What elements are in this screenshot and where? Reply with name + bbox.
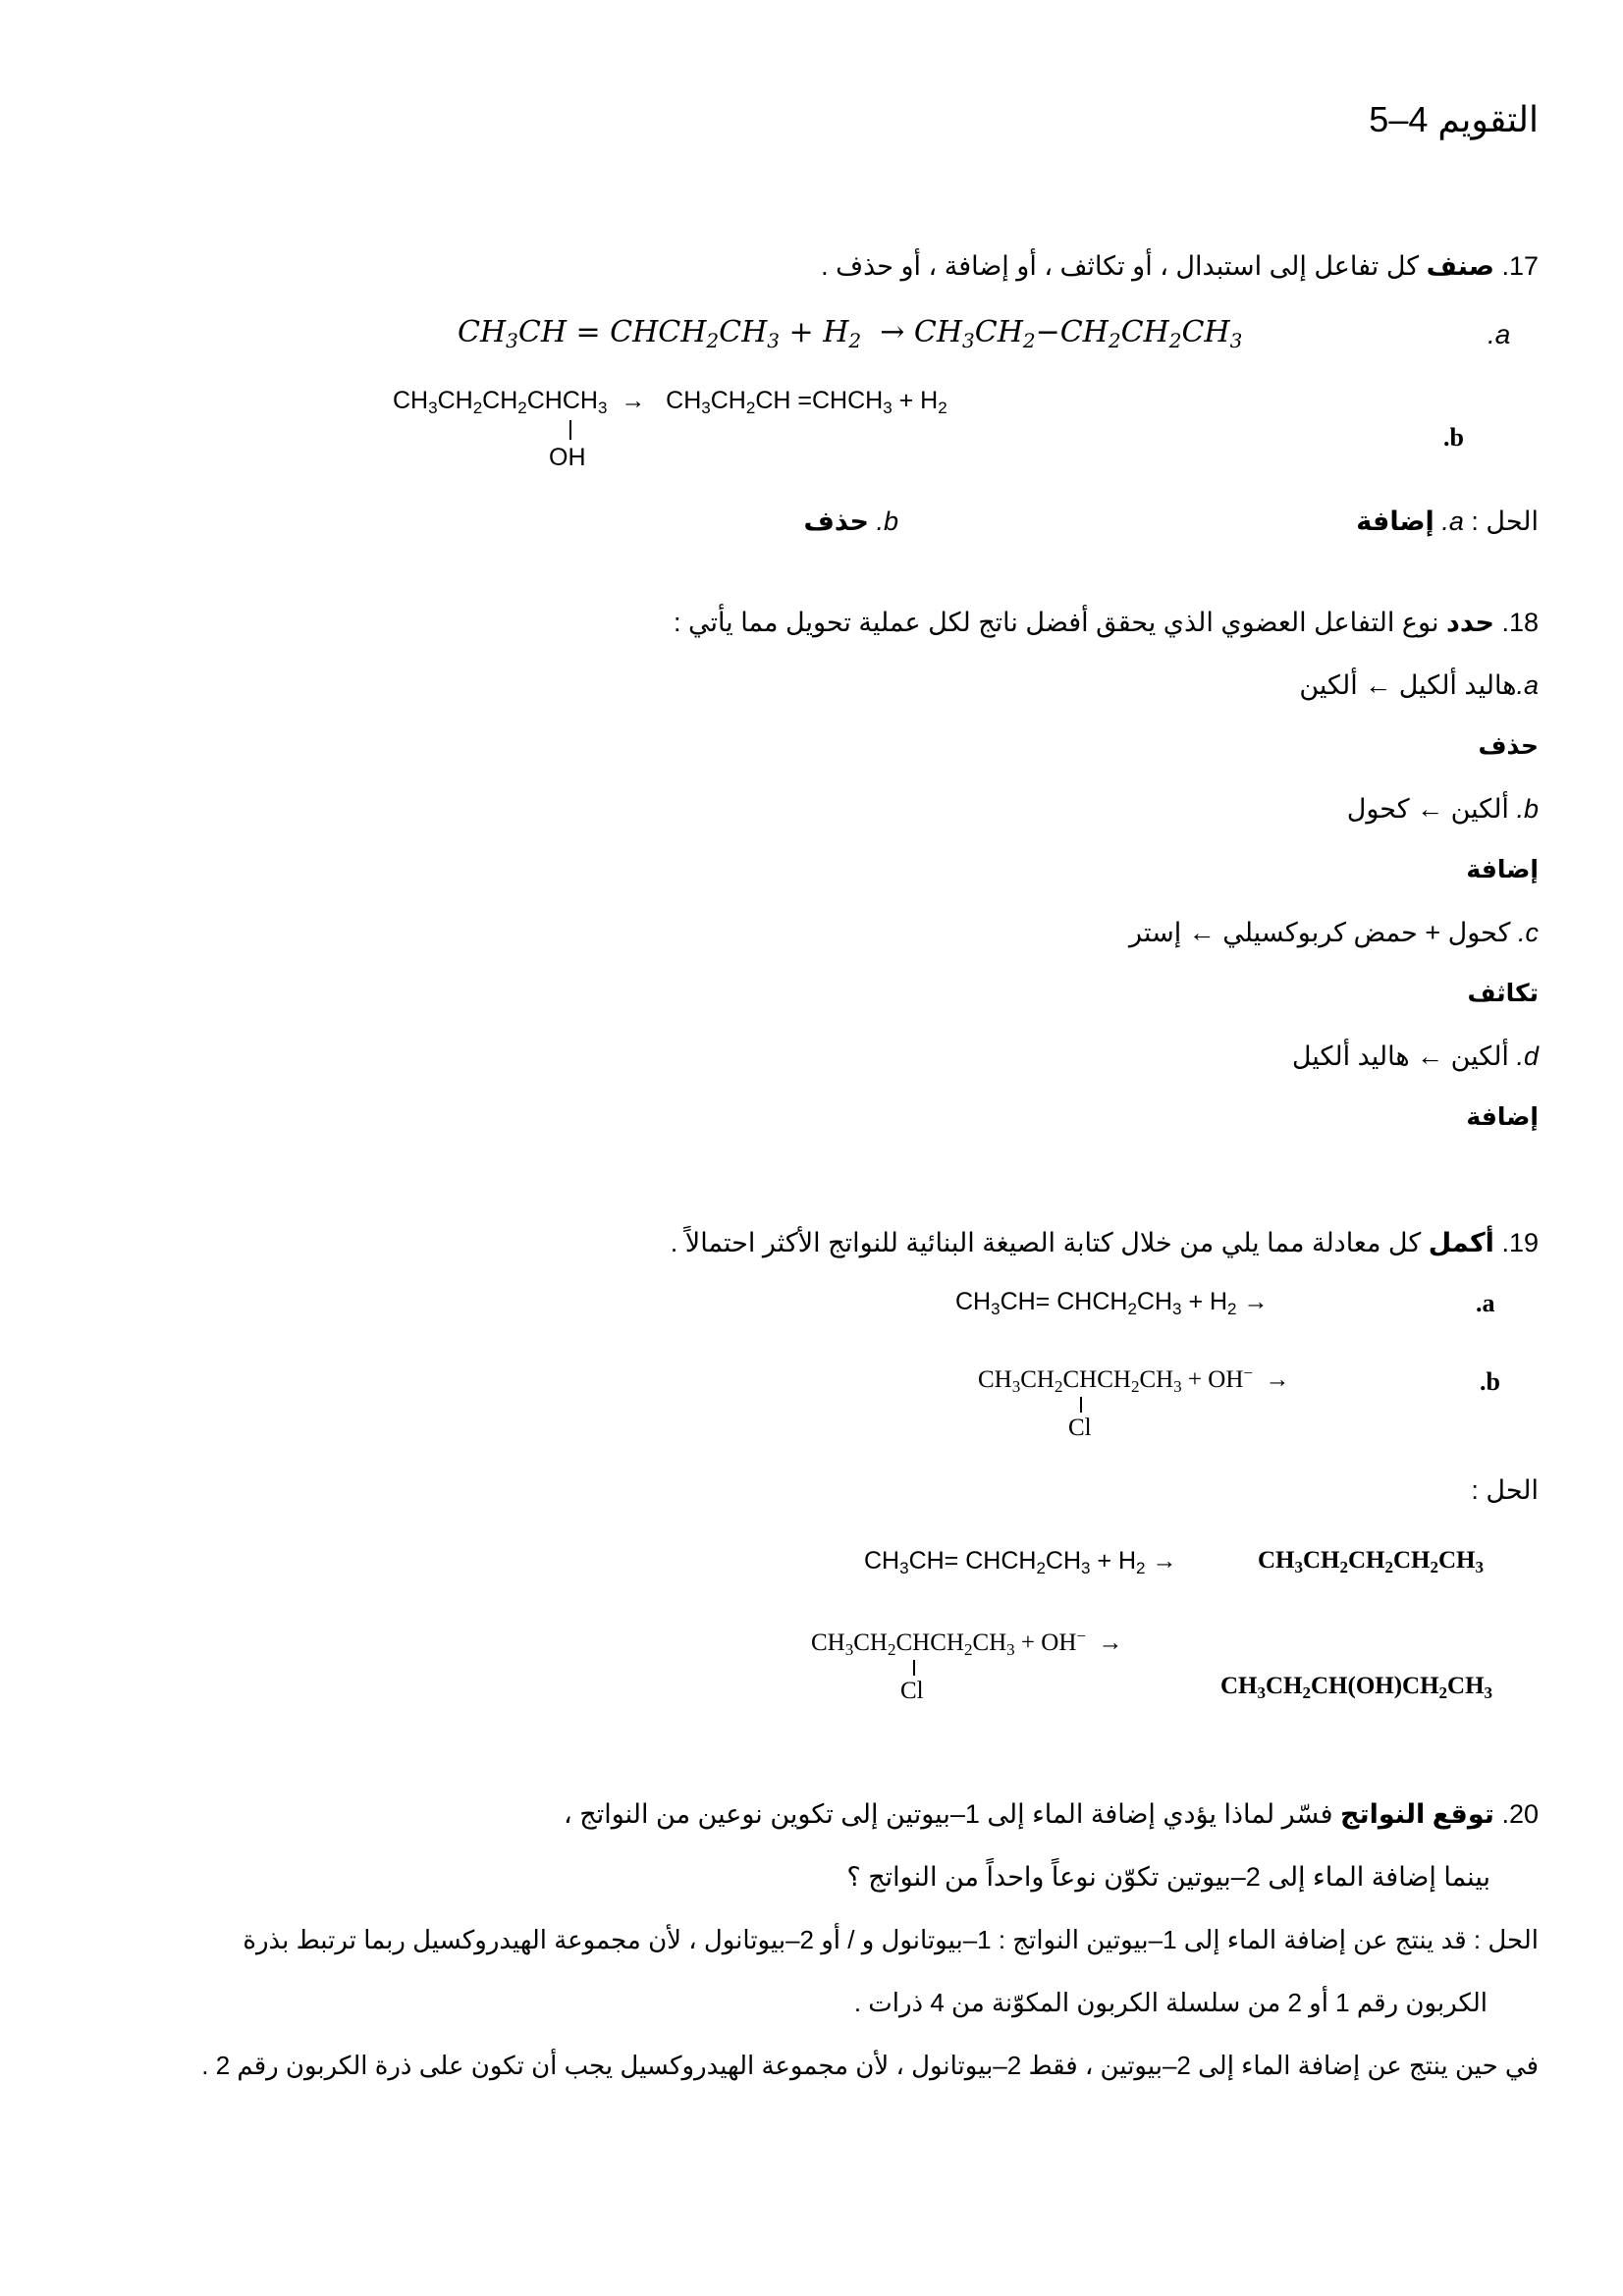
q18-keyword: حدد [1446, 608, 1494, 637]
q18-item-c-answer: تكاثف [1467, 980, 1539, 1007]
q17-answer [1356, 504, 1539, 539]
q19-keyword: أكمل [1428, 1228, 1494, 1257]
q19-number: 19. [1501, 1228, 1539, 1257]
q19-text: كل معادلة مما يلي من خلال كتابة الصيغة البنائية للنواتج الأكثر احتمالاً . [670, 1228, 1422, 1257]
q19-b-equation: $CH_3CH_2CHCH_2CH_3 + OH^-$ → [978, 1363, 1290, 1396]
q18-item-d-label: d. [1516, 1041, 1539, 1071]
q20-prompt [564, 1796, 1539, 1832]
q18-item-a-answer: حذف [1478, 732, 1539, 760]
q20-answer-line3: في حين ينتج عن إضافة الماء إلى 2–بيوتين ، فقط 2–بيوتانول ، لأن مجموعة الهيدروكسيل يجب أن تكون على ذرة الكربون رقم 2 . [201, 2051, 1539, 2080]
q18-item-a-label: a. [1516, 670, 1539, 700]
q19-a-equation: $CH_3CH=$ $CHCH_2CH_3 + H_2$ → [955, 1288, 1269, 1318]
q19-ans-a-equation: $CH_3CH=$ $CHCH_2CH_3 + H_2$ → [864, 1547, 1177, 1577]
q18-text: نوع التفاعل العضوي الذي يحقق أفضل ناتج لكل عملية تحويل مما يأتي : [673, 608, 1439, 637]
q18-item-c-text: كحول + حمض كربوكسيلي ← إستر [1129, 918, 1511, 947]
q20-answer-line2: الكربون رقم 1 أو 2 من سلسلة الكربون المكوّنة من 4 ذرات . [853, 1988, 1488, 2017]
q20-number: 20. [1501, 1799, 1539, 1829]
q17-a-equation: $CH_3CH$ = $CHCH_2CH_3 + H_2 \to CH_3CH_2-CH_2CH_2CH_3$ [458, 315, 1243, 352]
q18-item-b-text: ألكين ← كحول [1346, 794, 1509, 824]
q19-ans-b-equation: $CH_3CH_2CHCH_2CH_3 + OH^-$ → [811, 1627, 1123, 1659]
q20-text1: فسّر لماذا يؤدي إضافة الماء إلى 1–بيوتين إلى تكوين نوعين من النواتج ، [564, 1799, 1333, 1829]
q17-keyword: صنف [1426, 251, 1494, 281]
q20-keyword: توقع النواتج [1340, 1799, 1494, 1829]
q18-item-c-label: c. [1517, 918, 1539, 947]
q17-answer-b: حذف [803, 507, 869, 536]
q17-answer-b-label: b. [876, 507, 898, 536]
q17-answer-prefix: الحل : [1471, 507, 1539, 536]
q18-item-d-text: ألكين ← هاليد ألكيل [1291, 1041, 1509, 1071]
q17-b-equation: $CH_3CH_2CH_2CHCH_3 \to CH_3CH_2CH$ $=CHCH_3 + H_2$ [393, 387, 947, 417]
q18-item-b [1347, 791, 1539, 827]
q19-b-substituent: Cl [1068, 1415, 1092, 1441]
q17-answer-b-group [804, 504, 898, 539]
q18-item-d [1292, 1039, 1539, 1074]
q19-prompt [671, 1225, 1539, 1260]
q19-ans-b-product: $CH_3CH_2CH(OH)CH_2CH_3$ [1220, 1673, 1493, 1702]
q19-a-label: .a [1476, 1289, 1495, 1317]
page-title: التقويم 4–5 [1369, 99, 1539, 139]
q17-b-substituent: OH [549, 444, 586, 471]
q18-number: 18. [1501, 608, 1539, 637]
q20-answer-line1: الحل : قد ينتج عن إضافة الماء إلى 1–بيوتين النواتج : 1–بيوتانول و / أو 2–بيوتانول ، لأن مجموعة الهيدروكسيل ربما ترتبط بذرة [243, 1925, 1539, 1954]
q18-item-b-label: b. [1516, 794, 1539, 824]
q19-b-label: .b [1480, 1367, 1500, 1396]
q18-item-d-answer: إضافة [1466, 1103, 1539, 1131]
q18-item-a [1299, 667, 1539, 703]
q19-ans-b-substituent: Cl [900, 1678, 924, 1704]
q17-answer-a-label: a. [1441, 507, 1464, 536]
q18-item-b-answer: إضافة [1466, 856, 1539, 883]
q18-item-a-text: هاليد ألكيل ← ألكين [1299, 670, 1517, 700]
q18-item-c [1129, 915, 1539, 950]
q17-b-label: .b [1443, 423, 1464, 452]
q17-number: 17. [1501, 251, 1539, 281]
q17-answer-a: إضافة [1356, 507, 1434, 536]
q19-answer-prefix: الحل : [1471, 1475, 1539, 1505]
q17-b-bond [569, 420, 571, 440]
q20-text2: بينما إضافة الماء إلى 2–بيوتين تكوّن نوعاً واحداً من النواتج ؟ [846, 1862, 1490, 1892]
q18-prompt [674, 605, 1539, 640]
q17-prompt [821, 248, 1539, 284]
q19-ans-a-product: $CH_3CH_2CH_2CH_2CH_3$ [1258, 1547, 1484, 1576]
q17-text: كل تفاعل إلى استبدال ، أو تكاثف ، أو إضافة ، أو حذف . [821, 251, 1420, 281]
q17-a-label: .a [1488, 319, 1511, 349]
